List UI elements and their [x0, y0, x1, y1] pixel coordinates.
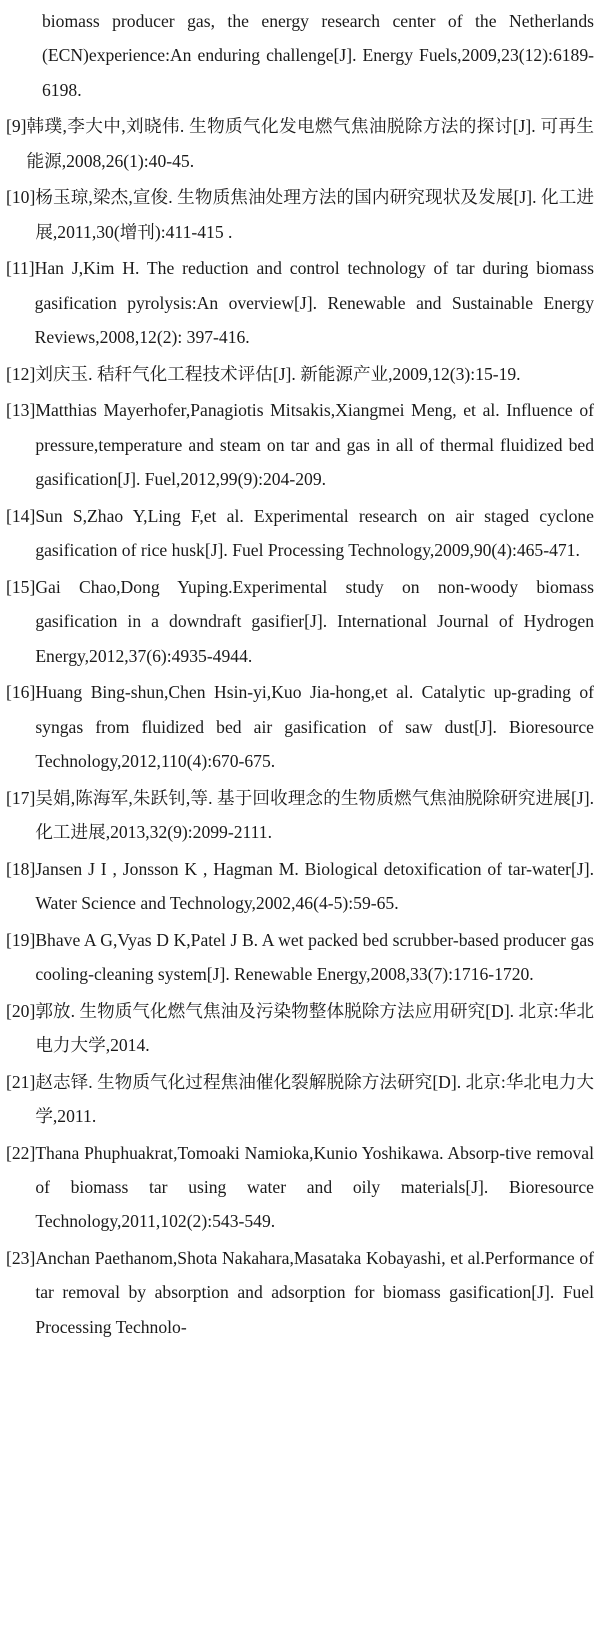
reference-item	[6, 852, 594, 921]
reference-list	[6, 4, 594, 1346]
reference-text: 刘庆玉. 秸秆气化工程技术评估[J]. 新能源产业,2009,12(3):15-19.	[35, 363, 521, 384]
reference-text: 杨玉琼,梁杰,宣俊. 生物质焦油处理方法的国内研究现状及发展[J]. 化工进展,2011,30(增刊):411-415 .	[35, 187, 594, 242]
reference-number: [20]	[6, 1000, 36, 1021]
reference-text: Sun S,Zhao Y,Ling F,et al. Experimental research on air staged cyclone gasification of rice husk[J]. Fuel Processing Technology,2009,90(4):465-471.	[35, 505, 594, 561]
reference-number: [11]	[6, 258, 35, 279]
reference-item	[6, 393, 594, 496]
reference-number: [13]	[6, 400, 36, 421]
reference-item	[6, 499, 594, 568]
reference-text: Thana Phuphuakrat,Tomoaki Namioka,Kunio Yoshikawa. Absorp-tive removal of biomass tar using water and oily materials[J]. Bioresource Technology,2011,102(2):543-549.	[35, 1142, 594, 1232]
reference-item	[6, 1241, 594, 1344]
reference-number: [10]	[6, 187, 36, 208]
reference-text: Bhave A G,Vyas D K,Patel J B. A wet packed bed scrubber-based producer gas cooling-cleaning system[J]. Renewable Energy,2008,33(7):1716-1720.	[35, 929, 594, 985]
reference-text: 赵志铎. 生物质气化过程焦油催化裂解脱除方法研究[D]. 北京:华北电力大学,2011.	[35, 1071, 594, 1127]
reference-item	[6, 570, 594, 673]
reference-number: [16]	[6, 682, 36, 703]
reference-item	[6, 1136, 594, 1239]
reference-text: 郭放. 生物质气化燃气焦油及污染物整体脱除方法应用研究[D]. 北京:华北电力大学,2014.	[35, 1000, 594, 1056]
reference-item	[6, 357, 594, 391]
reference-number: [19]	[6, 929, 36, 950]
reference-text: Matthias Mayerhofer,Panagiotis Mitsakis,Xiangmei Meng, et al. Influence of pressure,temperature and steam on tar and gas in all of thermal fluidized bed gasification[J]. Fuel,2012,99(9):204-209.	[35, 400, 594, 490]
reference-text: Gai Chao,Dong Yuping.Experimental study on non-woody biomass gasification in a downdraft gasifier[J]. International Journal of Hydrogen Energy,2012,37(6):4935-4944.	[35, 576, 594, 666]
reference-item	[6, 251, 594, 354]
reference-item	[6, 4, 594, 107]
reference-item	[6, 675, 594, 778]
reference-number: [9]	[6, 116, 27, 137]
reference-item	[6, 781, 594, 850]
reference-number: [15]	[6, 576, 36, 597]
reference-number: [21]	[6, 1071, 36, 1092]
reference-number: [14]	[6, 505, 36, 526]
reference-text: Han J,Kim H. The reduction and control technology of tar during biomass gasification pyrolysis:An overview[J]. Renewable and Sustainable Energy Reviews,2008,12(2): 397-416.	[34, 258, 594, 348]
reference-number: [17]	[6, 787, 36, 808]
reference-item	[6, 180, 594, 249]
reference-number: [23]	[6, 1248, 36, 1269]
reference-item	[6, 923, 594, 992]
reference-text: 吴娟,陈海军,朱跃钊,等. 基于回收理念的生物质燃气焦油脱除研究进展[J]. 化工进展,2013,32(9):2099-2111.	[35, 787, 594, 843]
reference-text: biomass producer gas, the energy research center of the Netherlands (ECN)experience:An enduring challenge[J]. Energy Fuels,2009,23(12):6189-6198.	[42, 11, 594, 100]
reference-text: Anchan Paethanom,Shota Nakahara,Masataka Kobayashi, et al.Performance of tar removal by absorption and adsorption for biomass gasification[J]. Fuel Processing Technolo-	[35, 1248, 594, 1337]
reference-item	[6, 1065, 594, 1134]
reference-text: Huang Bing-shun,Chen Hsin-yi,Kuo Jia-hong,et al. Catalytic up-grading of syngas from fluidized bed air gasification of saw dust[J]. Bioresource Technology,2012,110(4):670-675.	[35, 682, 594, 772]
reference-text: 韩璞,李大中,刘晓伟. 生物质气化发电燃气焦油脱除方法的探讨[J]. 可再生能源,2008,26(1):40-45.	[26, 116, 594, 171]
reference-number: [18]	[6, 858, 36, 879]
reference-item	[6, 109, 594, 178]
reference-item	[6, 994, 594, 1063]
reference-number: [12]	[6, 363, 36, 384]
reference-number: [22]	[6, 1142, 36, 1163]
reference-text: Jansen J I , Jonsson K , Hagman M. Biological detoxification of tar-water[J]. Water Science and Technology,2002,46(4-5):59-65.	[35, 858, 594, 914]
